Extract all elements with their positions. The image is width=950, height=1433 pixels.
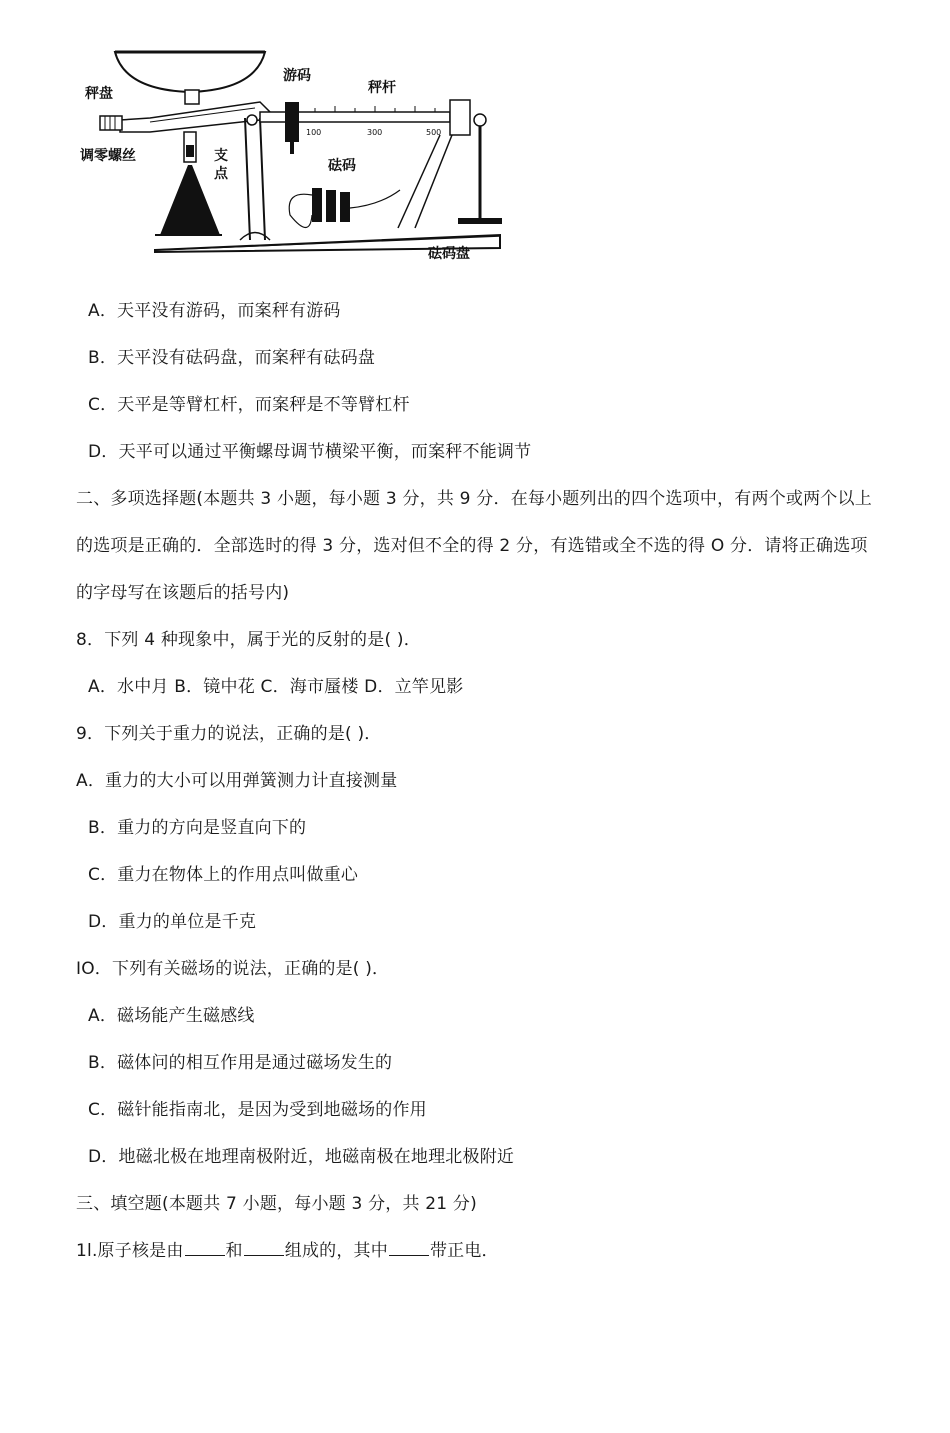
weight-1 xyxy=(312,188,322,222)
q11-part4: 带正电． xyxy=(429,1241,499,1261)
tick-100: 100 xyxy=(306,128,322,137)
weight-2 xyxy=(326,190,336,222)
q9-option-d: D．重力的单位是千克 xyxy=(88,912,257,932)
q9-stem: 9．下列关于重力的说法，正确的是( )． xyxy=(76,724,382,744)
q11-blank-1[interactable] xyxy=(185,1240,225,1256)
q11-part2: 和 xyxy=(225,1241,243,1261)
label-weight-pan: 砝码盘 xyxy=(428,246,470,262)
label-zero-screw: 调零螺丝 xyxy=(80,148,136,164)
q10-option-c: C．磁针能指南北，是因为受到地磁场的作用 xyxy=(88,1100,427,1120)
label-fulcrum-1: 支 xyxy=(214,148,228,164)
label-pan: 秤盘 xyxy=(85,86,113,102)
weight-3 xyxy=(340,192,350,222)
tick-300: 300 xyxy=(367,128,383,137)
label-weights: 砝码 xyxy=(328,158,356,174)
zero-screw xyxy=(100,116,122,130)
label-beam: 秤杆 xyxy=(368,80,396,96)
label-rider: 游码 xyxy=(283,68,311,84)
q10-stem: IO．下列有关磁场的说法，正确的是( )． xyxy=(76,959,390,979)
section2-heading-line3: 的字母写在该题后的括号内) xyxy=(76,583,290,603)
section3-heading: 三、填空题(本题共 7 小题，每小题 3 分，共 21 分) xyxy=(76,1194,477,1214)
section2-heading-line1: 二、多项选择题(本题共 3 小题，每小题 3 分，共 9 分．在每小题列出的四个选项中，有两个或两个以上 xyxy=(76,489,872,509)
q11-blank-2[interactable] xyxy=(244,1240,284,1256)
platform-scale-drawing xyxy=(80,40,510,270)
tick-500: 500 xyxy=(426,128,442,137)
pan-bowl xyxy=(115,52,265,92)
platform-scale-figure xyxy=(80,40,510,270)
q8-stem: 8．下列 4 种现象中，属于光的反射的是( )． xyxy=(76,630,421,650)
q7-option-d: D．天平可以通过平衡螺母调节横梁平衡，而案秤不能调节 xyxy=(88,442,532,462)
q10-option-a: A．磁场能产生磁感线 xyxy=(88,1006,255,1026)
q9-option-c: C．重力在物体上的作用点叫做重心 xyxy=(88,865,359,885)
weight-pan xyxy=(458,218,502,224)
q11-part3: 组成的，其中 xyxy=(284,1241,388,1261)
section2-heading-line2: 的选项是正确的．全部选时的得 3 分，选对但不全的得 2 分，有选错或全不选的得 O 分．请将正确选项 xyxy=(76,536,868,556)
q8-options: A．水中月 B．镜中花 C．海市蜃楼 D．立竿见影 xyxy=(88,677,464,697)
q11-part1: 1l.原子核是由 xyxy=(76,1241,184,1261)
q10-option-b: B．磁体问的相互作用是通过磁场发生的 xyxy=(88,1053,393,1073)
q7-option-c: C．天平是等臂杠杆，而案秤是不等臂杠杆 xyxy=(88,395,410,415)
q7-option-a: A．天平没有游码，而案秤有游码 xyxy=(88,301,341,321)
q11-blank-3[interactable] xyxy=(389,1240,429,1256)
q9-option-b: B．重力的方向是竖直向下的 xyxy=(88,818,307,838)
rider xyxy=(285,102,299,142)
q11-stem xyxy=(76,1240,499,1262)
label-fulcrum-2: 点 xyxy=(214,166,228,182)
q9-option-a: A．重力的大小可以用弹簧测力计直接测量 xyxy=(76,771,398,791)
left-stand-cone xyxy=(160,165,220,235)
q7-option-b: B．天平没有砝码盘，而案秤有砝码盘 xyxy=(88,348,376,368)
q10-option-d: D．地磁北极在地理南极附近，地磁南极在地理北极附近 xyxy=(88,1147,515,1167)
